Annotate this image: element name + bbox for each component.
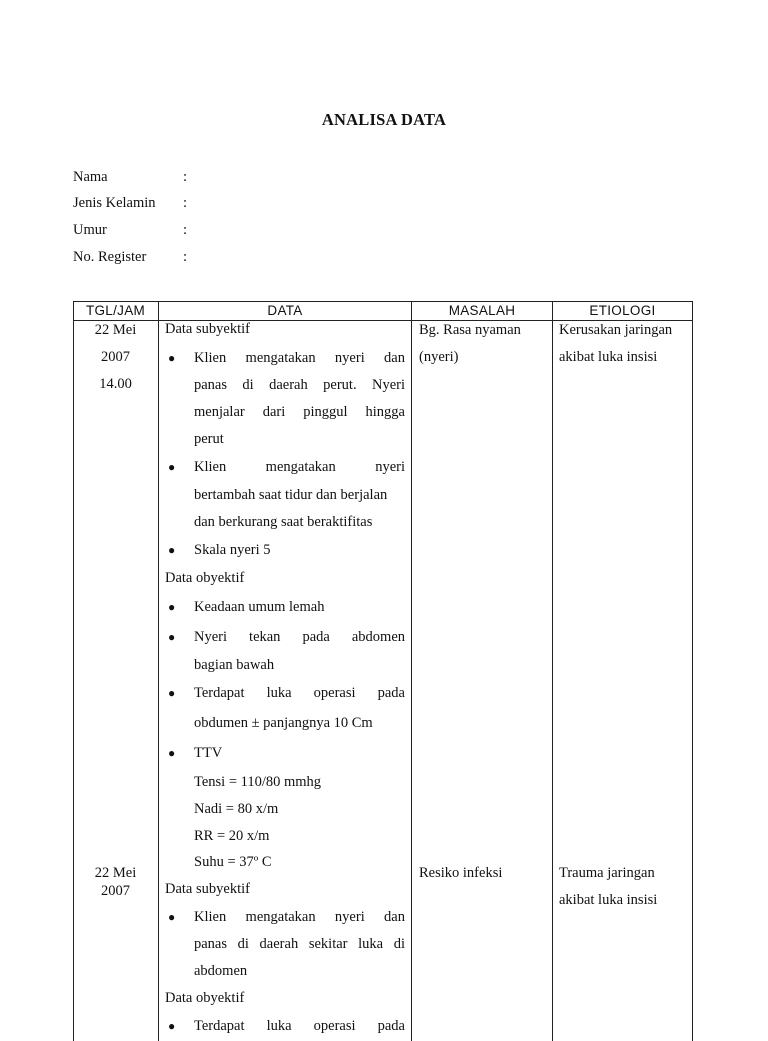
entry1-etiologi-line2: akibat luka insisi — [559, 349, 658, 365]
identity-colon: : — [183, 195, 188, 211]
entry1-ttv-label: TTV — [194, 745, 223, 761]
analysis-table — [73, 301, 693, 1041]
entry1-subjective-label: Data subyektif — [165, 321, 250, 337]
entry1-ttv-nadi: Nadi = 80 x/m — [194, 801, 279, 817]
entry1-o3-line2: obdumen ± panjangnya 10 Cm — [194, 715, 373, 731]
entry2-etiologi-line2: akibat luka insisi — [559, 892, 658, 908]
entry1-date: 22 Mei — [94, 322, 137, 338]
entry2-s1-line3: abdomen — [194, 963, 248, 979]
table-divider-masalah — [552, 301, 553, 1041]
entry1-ttv-rr: RR = 20 x/m — [194, 828, 270, 844]
bullet-icon: ● — [168, 686, 176, 700]
header-data: DATA — [267, 303, 303, 318]
entry1-o1-line1: Keadaan umum lemah — [194, 599, 325, 615]
identity-row-no-register — [73, 247, 187, 267]
entry2-o1-line1: Terdapat luka operasi pada — [194, 1018, 405, 1034]
entry1-s3-line1: Skala nyeri 5 — [194, 542, 271, 558]
identity-label: Nama — [73, 169, 108, 185]
header-tgl-jam: TGL/JAM — [85, 303, 146, 318]
identity-label: Jenis Kelamin — [73, 195, 156, 211]
table-border-left — [73, 301, 74, 1041]
identity-label: No. Register — [73, 249, 147, 265]
table-divider-data — [411, 301, 412, 1041]
entry1-s1-line2: panas di daerah perut. Nyeri — [194, 377, 405, 393]
entry1-s2-line3: dan berkurang saat beraktifitas — [194, 514, 373, 530]
entry2-subjective-label: Data subyektif — [165, 881, 250, 897]
entry2-year: 2007 — [101, 883, 130, 899]
identity-colon: : — [183, 222, 188, 238]
entry1-o3-line1: Terdapat luka operasi pada — [194, 685, 405, 701]
page-title: ANALISA DATA — [321, 110, 447, 129]
entry2-masalah-line1: Resiko infeksi — [419, 865, 503, 881]
bullet-icon: ● — [168, 600, 176, 614]
entry1-etiologi-line1: Kerusakan jaringan — [559, 322, 673, 338]
entry1-time: 14.00 — [99, 376, 132, 392]
entry1-masalah-line1: Bg. Rasa nyaman — [419, 322, 521, 338]
entry1-s1-line1: Klien mengatakan nyeri dan — [194, 350, 405, 366]
identity-colon: : — [183, 169, 188, 185]
entry2-s1-line1: Klien mengatakan nyeri dan — [194, 909, 405, 925]
header-masalah: MASALAH — [448, 303, 516, 318]
entry1-objective-label: Data obyektif — [165, 570, 245, 586]
entry1-ttv-tensi: Tensi = 110/80 mmhg — [194, 774, 322, 790]
entry1-s2-line2: bertambah saat tidur dan berjalan — [194, 487, 388, 503]
bullet-icon: ● — [168, 630, 176, 644]
table-divider-tgl — [158, 301, 159, 1041]
entry1-s1-line4: perut — [194, 431, 224, 447]
entry1-masalah-line2: (nyeri) — [419, 349, 459, 365]
bullet-icon: ● — [168, 351, 176, 365]
entry1-o2-line2: bagian bawah — [194, 657, 275, 673]
entry2-objective-label: Data obyektif — [165, 990, 245, 1006]
entry1-ttv-suhu: Suhu = 37º C — [194, 854, 272, 870]
entry2-date: 22 Mei — [94, 865, 137, 881]
bullet-icon: ● — [168, 746, 176, 760]
entry1-o2-line1: Nyeri tekan pada abdomen — [194, 629, 405, 645]
bullet-icon: ● — [168, 460, 176, 474]
table-border-right — [692, 301, 693, 1041]
bullet-icon: ● — [168, 910, 176, 924]
identity-row-nama — [73, 167, 187, 187]
bullet-icon: ● — [168, 543, 176, 557]
entry1-s1-line3: menjalar dari pinggul hingga — [194, 404, 405, 420]
identity-colon: : — [183, 249, 188, 265]
entry1-s2-line1: Klien mengatakan nyeri — [194, 459, 405, 475]
bullet-icon: ● — [168, 1019, 176, 1033]
entry2-etiologi-line1: Trauma jaringan — [559, 865, 655, 881]
identity-label: Umur — [73, 222, 107, 238]
entry2-s1-line2: panas di daerah sekitar luka di — [194, 936, 405, 952]
header-etiologi: ETIOLOGI — [589, 303, 656, 318]
entry1-year: 2007 — [101, 349, 130, 365]
identity-row-umur — [73, 220, 187, 240]
identity-row-jenis-kelamin — [73, 193, 187, 213]
